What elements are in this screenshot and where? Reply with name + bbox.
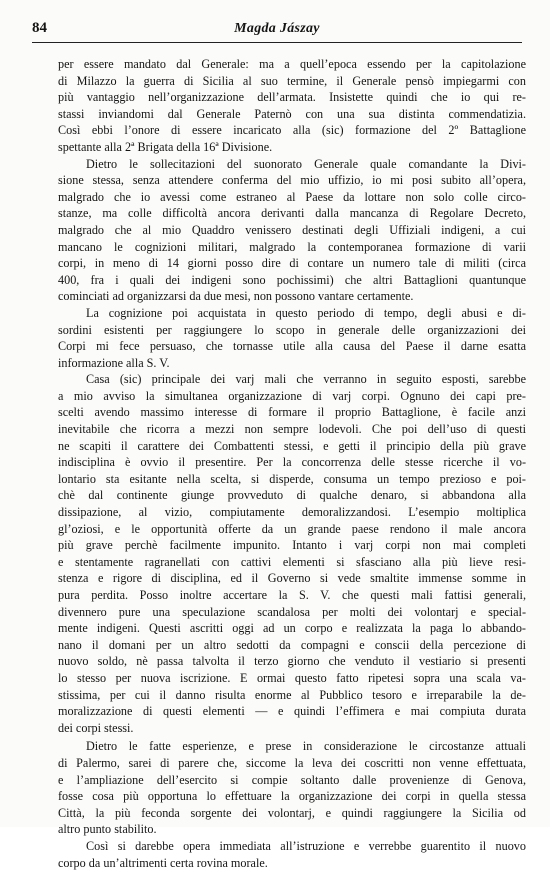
text-line: lo stesso per nuova iscrizione. E ormai questo fatto ripetesi sopra una scala va- bbox=[58, 670, 526, 687]
text-line: altro punto stabilito. bbox=[58, 821, 526, 838]
text-line: gl’oziosi, e le opportunità offerte da un grande paese rendono il male ancora bbox=[58, 521, 526, 538]
text-line: Dietro le fatte esperienze, e prese in considerazione le circostanze attuali bbox=[58, 738, 526, 755]
text-line: Casa (sic) principale dei varj mali che verranno in seguito esposti, sarebbe bbox=[58, 371, 526, 388]
text-line: malgrado che al mio Quaddro venissero destinati degli Uffiziali indigeni, a cui bbox=[58, 222, 526, 239]
text-line: pura perdita. Posso inoltre accertare la S. V. che questi mali fattisi generali, bbox=[58, 587, 526, 604]
running-header bbox=[32, 20, 522, 43]
text-line: La cognizione poi acquistata in questo periodo di tempo, degli abusi e di- bbox=[58, 305, 526, 322]
text-line: spettante alla 2ª Brigata della 16ª Divisione. bbox=[58, 139, 526, 156]
text-line: Città, la più feconda sorgente dei volontarj, e quindi raggiungere la Sicilia od bbox=[58, 805, 526, 822]
text-line: 400, fra i quali dei indigeni sono pochissimi) che altri Battaglioni quantunque bbox=[58, 272, 526, 289]
text-line: sordini esistenti per raggiungere lo scopo in generale delle organizzazioni dei bbox=[58, 322, 526, 339]
text-line: Così si darebbe opera immediata all’istruzione e verrebbe guarentito il nuovo bbox=[58, 838, 526, 855]
text-line: Corpi mi fece persuaso, che tornasse utile alla causa del Paese il darne esatta bbox=[58, 338, 526, 355]
text-line: sione stessa, senza attendere conferma del mio uffizio, io mi posi subito all’opera, bbox=[58, 172, 526, 189]
text-line: divennero pure una speculazione scandalosa per molti dei volontarj e special- bbox=[58, 604, 526, 621]
text-line: corpo da un’altrimenti certa rovina morale. bbox=[58, 855, 526, 871]
text-line: stanze, ma colle difficoltà ancora derivanti dalla mancanza di Regolare Decreto, bbox=[58, 205, 526, 222]
text-line: di Milazzo la guerra di Sicilia al suo termine, il Generale pensò impiegarmi con bbox=[58, 73, 526, 90]
text-line: e stentamente ragranellati con cattivi elementi si sfasciano alla più lieve resi- bbox=[58, 554, 526, 571]
header-author: Magda Jászay bbox=[32, 21, 522, 37]
text-line: stassi inviandomi dal Generale Paternò con una sua distinta commendatizia. bbox=[58, 106, 526, 123]
text-line: stissima, per cui il danno risulta enorme al Pubblico tesoro e irreparabile la de- bbox=[58, 687, 526, 704]
text-line: dissipazione, al vizio, compiutamente demoralizzandosi. L’esempio moltiplica bbox=[58, 504, 526, 521]
text-line: dei corpi stessi. bbox=[58, 720, 526, 737]
page-number: 84 bbox=[32, 20, 47, 37]
text-line: stenza e rigore di disciplina, ed il Governo si vede smaltite immense somme in bbox=[58, 570, 526, 587]
text-line: mente indigeni. Questi ascritti oggi ad un corpo e realizzata la paga lo abbando- bbox=[58, 620, 526, 637]
text-line: di Palermo, sarei di parere che, siccome la leva dei coscritti non venne effettuata, bbox=[58, 755, 526, 772]
text-line: malgrado che io avessi come estraneo al Paese da lottare non solo colle circo- bbox=[58, 189, 526, 206]
text-line: scelti avendo massimo interesse di formare il proprio Battaglione, è facile anzi bbox=[58, 404, 526, 421]
text-line: per essere mandato dal Generale: ma a quell’epoca essendo per la capitolazione bbox=[58, 56, 526, 73]
text-line: cominciati ad organizzarsi da due mesi, non possono vantare certamente. bbox=[58, 288, 526, 305]
text-line: e l’ampliazione dell’esercito si compie soltanto dalle provenienze di Genova, bbox=[58, 772, 526, 789]
text-line: inevitabile che ricorra a mezzi non sempre lodevoli. Che poi dell’uso di questi bbox=[58, 421, 526, 438]
text-line: informazione alla S. V. bbox=[58, 355, 526, 372]
text-line: fosse cosa più opportuna lo effettuare la organizzazione dei corpi in quella stessa bbox=[58, 788, 526, 805]
text-line: più vantaggio nell’organizzazione dell’armata. Insistette quindi che io qui re- bbox=[58, 89, 526, 106]
body-text bbox=[58, 56, 526, 871]
text-line: lontario sta esitante nella scelta, si disperde, consuma un tempo prezioso e poi- bbox=[58, 471, 526, 488]
text-line: moralizzazione di questi elementi — e quindi l’effimera e mai compiuta durata bbox=[58, 703, 526, 720]
text-line: ne scapiti il carattere dei Combattenti stessi, e getti il principio della più grave bbox=[58, 438, 526, 455]
text-line: mancano le cognizioni militari, malgrado la contemporanea formazione di varii bbox=[58, 239, 526, 256]
text-line: indisciplina è ovvio il presentire. Per la concorrenza delle stesse ricerche il vo- bbox=[58, 454, 526, 471]
text-line: Dietro le sollecitazioni del suonorato Generale quale comandante la Divi- bbox=[58, 156, 526, 173]
text-line: a mio avviso la simultanea organizzazione di varj corpi. Ognuno dei capi pre- bbox=[58, 388, 526, 405]
text-line: chè dal continente giunge provveduto di qualche denaro, si abbandona alla bbox=[58, 487, 526, 504]
text-line: nano il domani per un altro sedotti da compagni e conscii della percezione di bbox=[58, 637, 526, 654]
text-line: corpi, in meno di 14 giorni posso dire di contare un numero tale di militi (circa bbox=[58, 255, 526, 272]
text-line: più grave perchè facilmente impunito. Intanto i varj corpi non mai completi bbox=[58, 537, 526, 554]
text-line: Così ebbi l’onore di essere incaricato alla (sic) formazione del 2º Battaglione bbox=[58, 122, 526, 139]
text-line: nuovo soldo, nè passa talvolta il terzo giorno che venduto il vestiario si presenti bbox=[58, 653, 526, 670]
